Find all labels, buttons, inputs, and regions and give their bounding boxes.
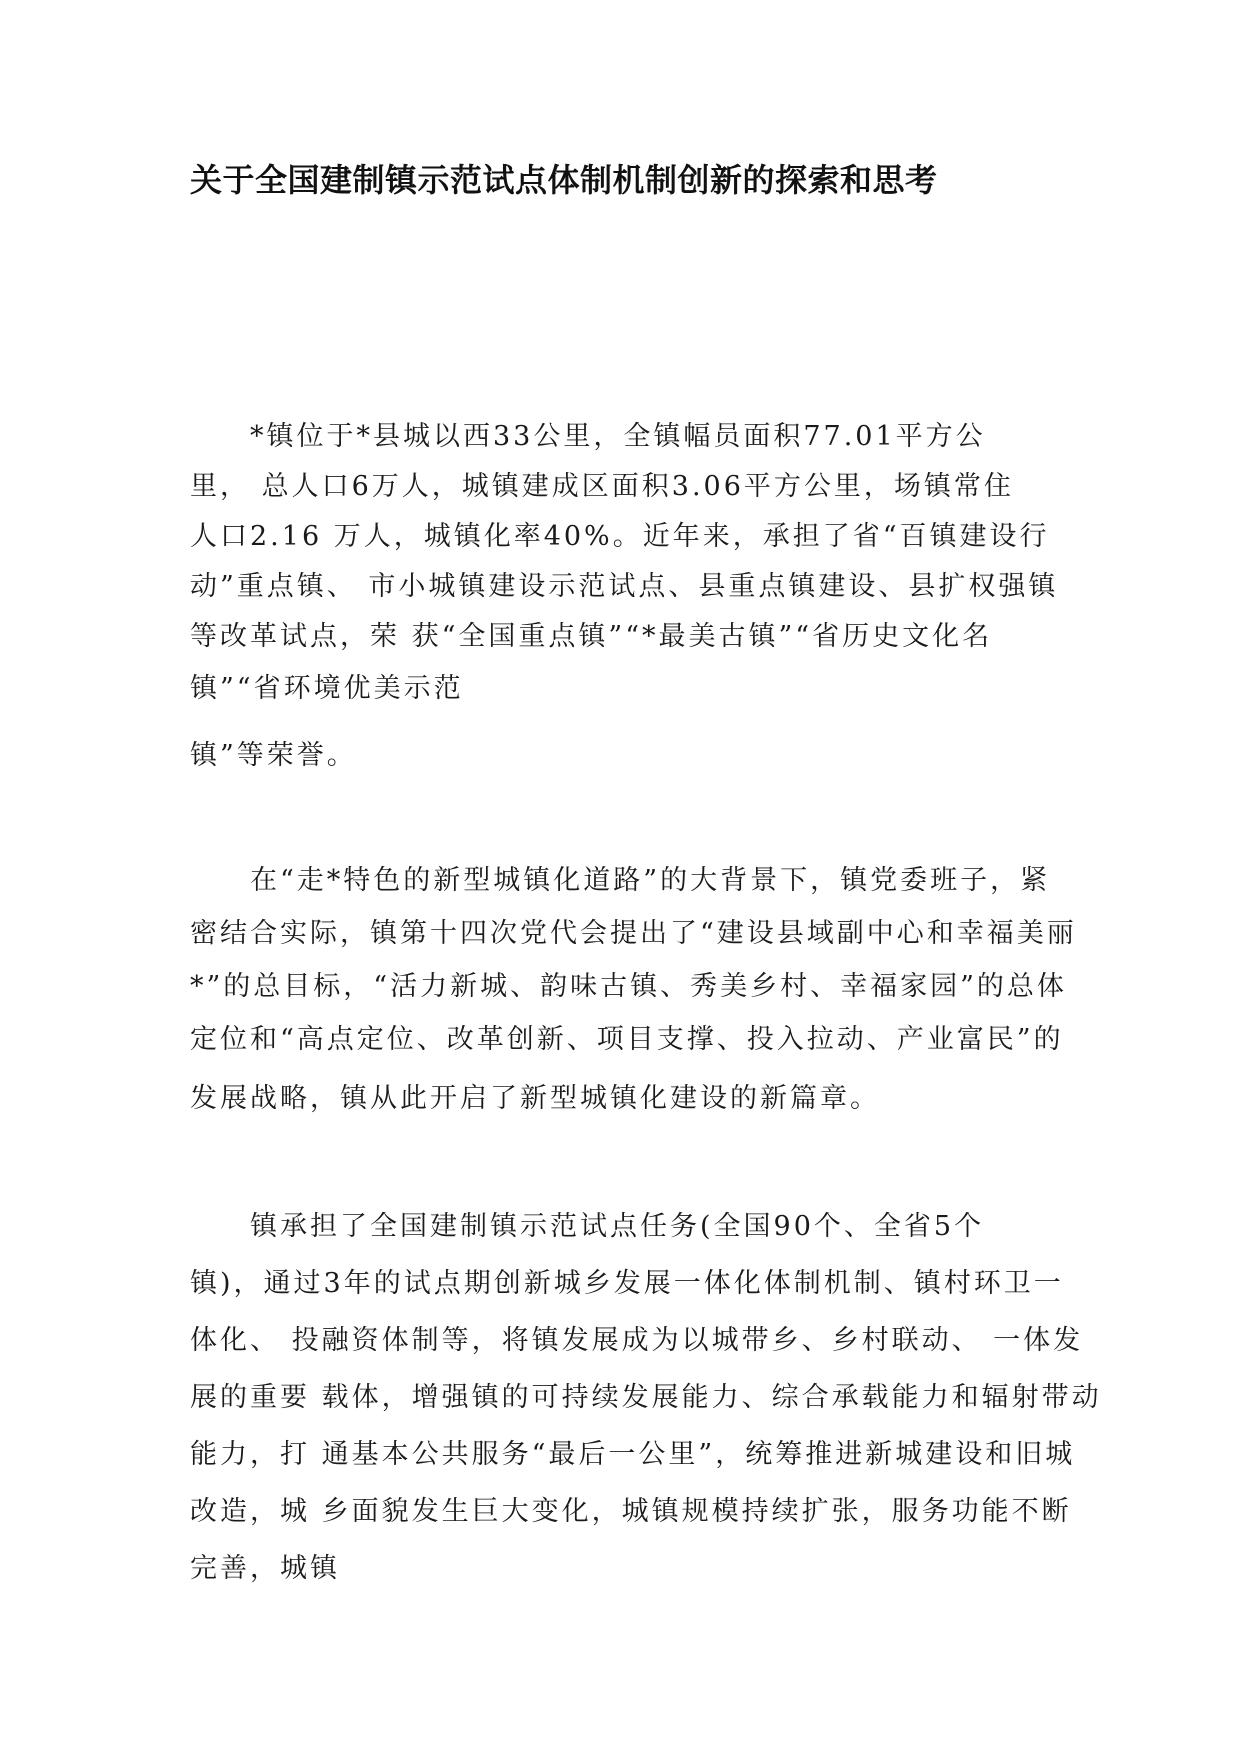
paragraph-3-line-4: 展的重要 载体，增强镇的可持续发展能力、综合承载能力和辐射带动 xyxy=(190,1382,1102,1413)
paragraph-3-line-2: 镇)，通过3年的试点期创新城乡发展一体化体制机制、镇村环卫一 xyxy=(190,1268,1064,1299)
paragraph-3-line-6: 改造，城 乡面貌发生巨大变化，城镇规模持续扩张，服务功能不断 xyxy=(190,1496,1072,1527)
document-title: 关于全国建制镇示范试点体制机制创新的探索和思考 xyxy=(190,161,938,199)
paragraph-3-line-5: 能力，打 通基本公共服务“最后一公里”，统筹推进新城建设和旧城 xyxy=(190,1439,1076,1470)
paragraph-1-line-3: 人口2.16 万人，城镇化率40%。近年来，承担了省“百镇建设行 xyxy=(190,521,1050,552)
paragraph-1-line-6: 镇”“省环境优美示范 xyxy=(190,673,464,704)
paragraph-1-line-4: 动”重点镇、 市小城镇建设示范试点、县重点镇建设、县扩权强镇 xyxy=(190,571,1059,602)
paragraph-3-line-1: 镇承担了全国建制镇示范试点任务(全国90个、全省5个 xyxy=(250,1211,985,1242)
paragraph-1-line-7: 镇”等荣誉。 xyxy=(190,740,357,771)
paragraph-2-line-5: 发展战略，镇从此开启了新型城镇化建设的新篇章。 xyxy=(190,1083,880,1114)
paragraph-2-line-3: *”的总目标，“活力新城、韵味古镇、秀美乡村、幸福家园”的总体 xyxy=(190,971,1067,1002)
paragraph-1-line-1: *镇位于*县城以西33公里，全镇幅员面积77.01平方公 xyxy=(250,421,986,452)
paragraph-1-line-2: 里， 总人口6万人，城镇建成区面积3.06平方公里，场镇常住 xyxy=(190,471,1014,502)
paragraph-2-line-1: 在“走*特色的新型城镇化道路”的大背景下，镇党委班子，紧 xyxy=(250,865,1051,896)
paragraph-3-line-3: 体化、 投融资体制等，将镇发展成为以城带乡、乡村联动、 一体发 xyxy=(190,1325,1084,1356)
paragraph-3-line-7: 完善，城镇 xyxy=(190,1553,340,1584)
paragraph-1-line-5: 等改革试点，荣 获“全国重点镇”“*最美古镇”“省历史文化名 xyxy=(190,621,993,652)
paragraph-2-line-4: 定位和“高点定位、改革创新、项目支撑、投入拉动、产业富民”的 xyxy=(190,1024,1064,1055)
paragraph-2-line-2: 密结合实际，镇第十四次党代会提出了“建设县域副中心和幸福美丽 xyxy=(190,918,1077,949)
